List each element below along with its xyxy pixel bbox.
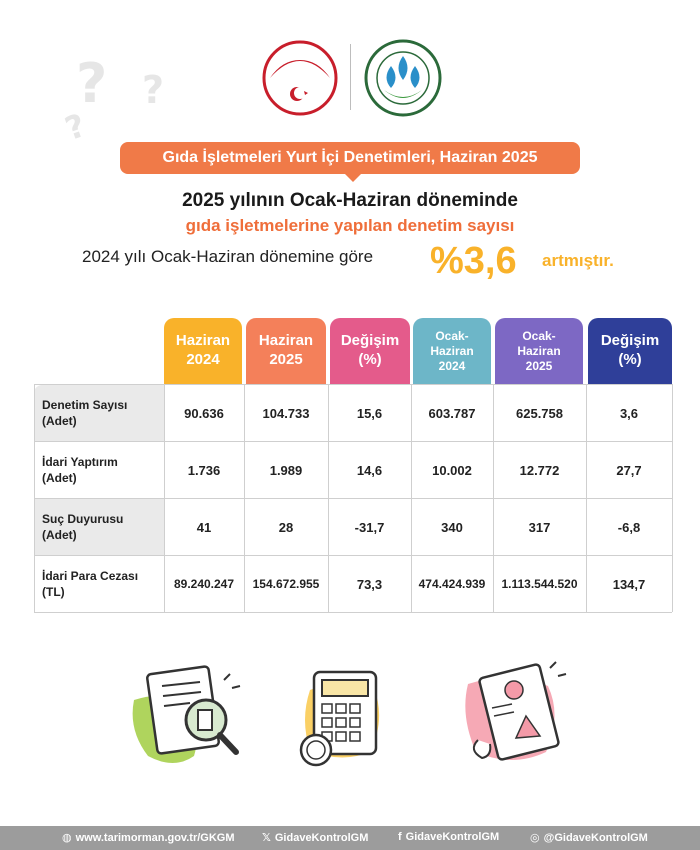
col-header-line: Haziran xyxy=(258,332,314,350)
increase-label: artmıştır. xyxy=(542,251,614,270)
table-cell: 625.758 xyxy=(516,405,563,421)
row-label-suc-duyurusu xyxy=(34,499,164,555)
col-header-degisim-1 xyxy=(330,318,410,384)
ministry-emblem-logo xyxy=(258,38,342,118)
col-header-line: (%) xyxy=(618,351,642,368)
table-cell: 154.672.955 xyxy=(252,577,320,591)
table-cell: 3,6 xyxy=(619,405,639,421)
row-label-line: Denetim Sayısı xyxy=(42,397,128,412)
col-header-line: (%) xyxy=(358,351,382,368)
col-header-ocak-haziran-2024 xyxy=(413,318,491,384)
table-rule xyxy=(34,612,672,613)
headline-line-2: gıda işletmelerine yapılan denetim sayısı xyxy=(185,216,515,235)
headline-line-3: 2024 yılı Ocak-Haziran dönemine göre xyxy=(82,247,374,266)
table-cell: 1.736 xyxy=(187,462,221,478)
col-header-haziran-2024 xyxy=(164,318,242,384)
col-header-line: 2024 xyxy=(438,358,466,373)
row-label-line: İdari Yaptırım xyxy=(42,454,118,469)
col-header-line: 2025 xyxy=(269,351,303,368)
table-cell: -6,8 xyxy=(617,519,641,535)
table-cell: 12.772 xyxy=(519,462,560,478)
table-cell: 104.733 xyxy=(262,405,310,421)
table-cell: 15,6 xyxy=(356,405,383,421)
footer-facebook-link[interactable] xyxy=(398,831,499,843)
calculator-coin-icon xyxy=(290,660,402,772)
col-header-line: Ocak- xyxy=(435,328,469,343)
col-header-line: 2024 xyxy=(186,351,220,368)
footer-instagram-text: @GidaveKontrolGM xyxy=(543,831,648,844)
row-label-line: (TL) xyxy=(42,585,65,599)
col-header-line: Haziran xyxy=(517,343,561,358)
row-label-line: (Adet) xyxy=(42,414,77,428)
banner-pointer xyxy=(344,173,362,182)
question-mark-decoration: ? xyxy=(76,52,108,115)
question-mark-decoration: ? xyxy=(142,68,165,112)
logo-area xyxy=(258,38,448,118)
table-cell: 1.989 xyxy=(269,462,303,478)
scroll-document-icon xyxy=(454,660,578,772)
table-cell: 1.113.544.520 xyxy=(501,577,578,591)
table-cell: 73,3 xyxy=(356,576,383,592)
headline-line-1: 2025 yılının Ocak-Haziran döneminde xyxy=(182,190,518,211)
table-cell: 10.002 xyxy=(432,462,472,478)
row-label-line: (Adet) xyxy=(42,528,77,542)
table-rule xyxy=(672,384,673,612)
col-header-line: Değişim xyxy=(600,332,660,350)
table-cell: 27,7 xyxy=(616,462,642,478)
col-header-ocak-haziran-2025 xyxy=(495,318,583,384)
title-banner: Gıda İşletmeleri Yurt İçi Denetimleri, Haziran 2025 xyxy=(120,142,580,174)
row-label-line: (Adet) xyxy=(42,471,77,485)
col-header-haziran-2025 xyxy=(246,318,326,384)
table-cell: 340 xyxy=(441,519,463,535)
row-label-idari-para-cezasi xyxy=(34,556,164,612)
instagram-icon: ◎ xyxy=(530,832,540,844)
col-header-line: Ocak- xyxy=(522,328,556,343)
table-cell: 28 xyxy=(278,519,294,535)
table-cell: 317 xyxy=(528,519,551,535)
footer-facebook-text: GidaveKontrolGM xyxy=(405,831,500,843)
col-header-line: Haziran xyxy=(430,343,474,358)
table-cell: -31,7 xyxy=(354,519,385,535)
footer-bar xyxy=(0,826,700,850)
row-label-line: İdari Para Cezası xyxy=(42,568,139,583)
table-cell: 603.787 xyxy=(428,405,476,421)
table-cell: 89.240.247 xyxy=(173,577,235,591)
footer-website-link[interactable] xyxy=(62,831,235,844)
globe-icon: ◍ xyxy=(62,832,72,844)
footer-x-link[interactable] xyxy=(262,831,368,844)
footer-website-text: www.tarimorman.gov.tr/GKGM xyxy=(75,831,235,844)
row-label-denetim-sayisi xyxy=(34,385,164,441)
row-label-idari-yaptirim xyxy=(34,442,164,498)
col-header-line: 2025 xyxy=(525,358,553,373)
table-cell: 90.636 xyxy=(184,405,224,421)
facebook-icon: f xyxy=(398,831,402,843)
table-cell: 14,6 xyxy=(356,462,383,478)
table-cell: 134,7 xyxy=(612,576,646,592)
col-header-line: Haziran xyxy=(175,332,231,350)
table-cell: 474.424.939 xyxy=(418,577,486,591)
row-label-line: Suç Duyurusu xyxy=(42,511,124,526)
document-magnifier-icon xyxy=(124,660,252,772)
logo-divider xyxy=(350,44,351,110)
col-header-line: Değişim xyxy=(340,332,400,350)
x-logo-icon: 𝕏 xyxy=(262,832,271,844)
question-mark-decoration: ? xyxy=(60,105,91,149)
footer-x-text: GidaveKontrolGM xyxy=(274,831,369,844)
footer-instagram-link[interactable] xyxy=(530,831,648,844)
table-rule xyxy=(34,384,35,612)
col-header-degisim-2 xyxy=(588,318,672,384)
table-cell: 41 xyxy=(196,519,212,535)
gkgm-logo xyxy=(362,38,444,118)
increase-percent: %3,6 xyxy=(430,240,517,282)
